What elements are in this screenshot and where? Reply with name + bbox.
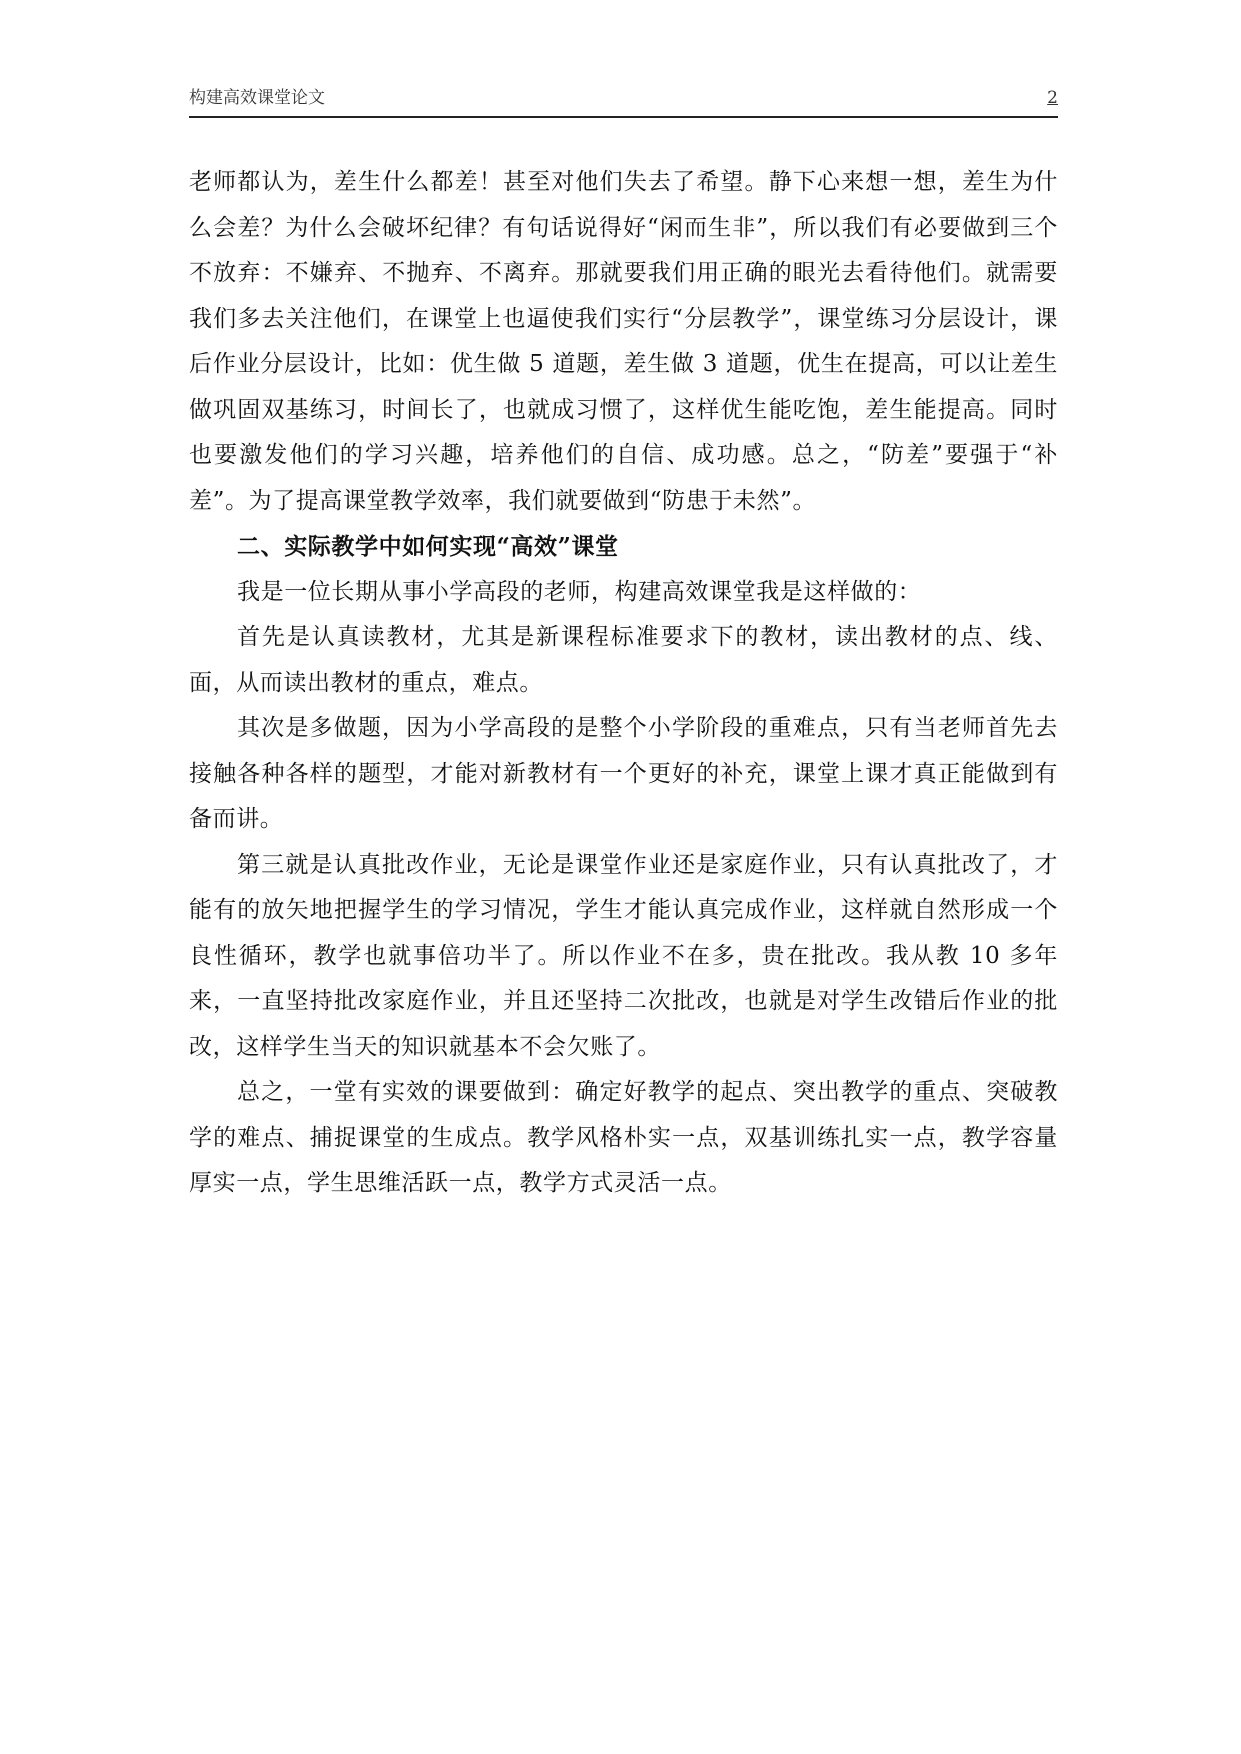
page-header: [189, 86, 1058, 118]
paragraph-third-point: 第三就是认真批改作业，无论是课堂作业还是家庭作业，只有认真批改了，才能有的放矢地把握学生的学习情况，学生才能认真完成作业，这样就自然形成一个良性循环，教学也就事倍功半了。所以作业不在多，贵在批改。我从教 10 多年来，一直坚持批改家庭作业，并且还坚持二次批改，也就是对学生改错后作业的批改，这样学生当天的知识就基本不会欠账了。: [189, 851, 1058, 1060]
paragraph-intro: 我是一位长期从事小学高段的老师，构建高效课堂我是这样做的：: [237, 578, 922, 605]
section-heading: 二、实际教学中如何实现“高效”课堂: [237, 533, 619, 560]
document-body: [189, 160, 1058, 1207]
paragraph-continuation: 老师都认为，差生什么都差！甚至对他们失去了希望。静下心来想一想，差生为什么会差？为什么会破坏纪律？有句话说得好“闲而生非”，所以我们有必要做到三个不放弃：不嫌弃、不抛弃、不离弃。那就要我们用正确的眼光去看待他们。就需要我们多去关注他们，在课堂上也逼使我们实行“分层教学”，课堂练习分层设计，课后作业分层设计，比如：优生做 5 道题，差生做 3 道题，优生在提高，可以让差生做巩固双基练习，时间长了，也就成习惯了，这样优生能吃饱，差生能提高。同时也要激发他们的学习兴趣，培养他们的自信、成功感。总之，“防差”要强于“补差”。为了提高课堂教学效率，我们就要做到“防患于未然”。: [189, 169, 1058, 514]
page-number: 2: [1047, 88, 1058, 108]
paragraph-first-point: 首先是认真读教材，尤其是新课程标准要求下的教材，读出教材的点、线、面，从而读出教材的重点，难点。: [189, 624, 1058, 696]
header-title: 构建高效课堂论文: [189, 88, 325, 108]
paragraph-second-point: 其次是多做题，因为小学高段的是整个小学阶段的重难点，只有当老师首先去接触各种各样的题型，才能对新教材有一个更好的补充，课堂上课才真正能做到有备而讲。: [189, 715, 1058, 832]
paragraph-conclusion: 总之，一堂有实效的课要做到：确定好教学的起点、突出教学的重点、突破教学的难点、捕捉课堂的生成点。教学风格朴实一点，双基训练扎实一点，教学容量厚实一点，学生思维活跃一点，教学方式灵活一点。: [189, 1079, 1058, 1196]
